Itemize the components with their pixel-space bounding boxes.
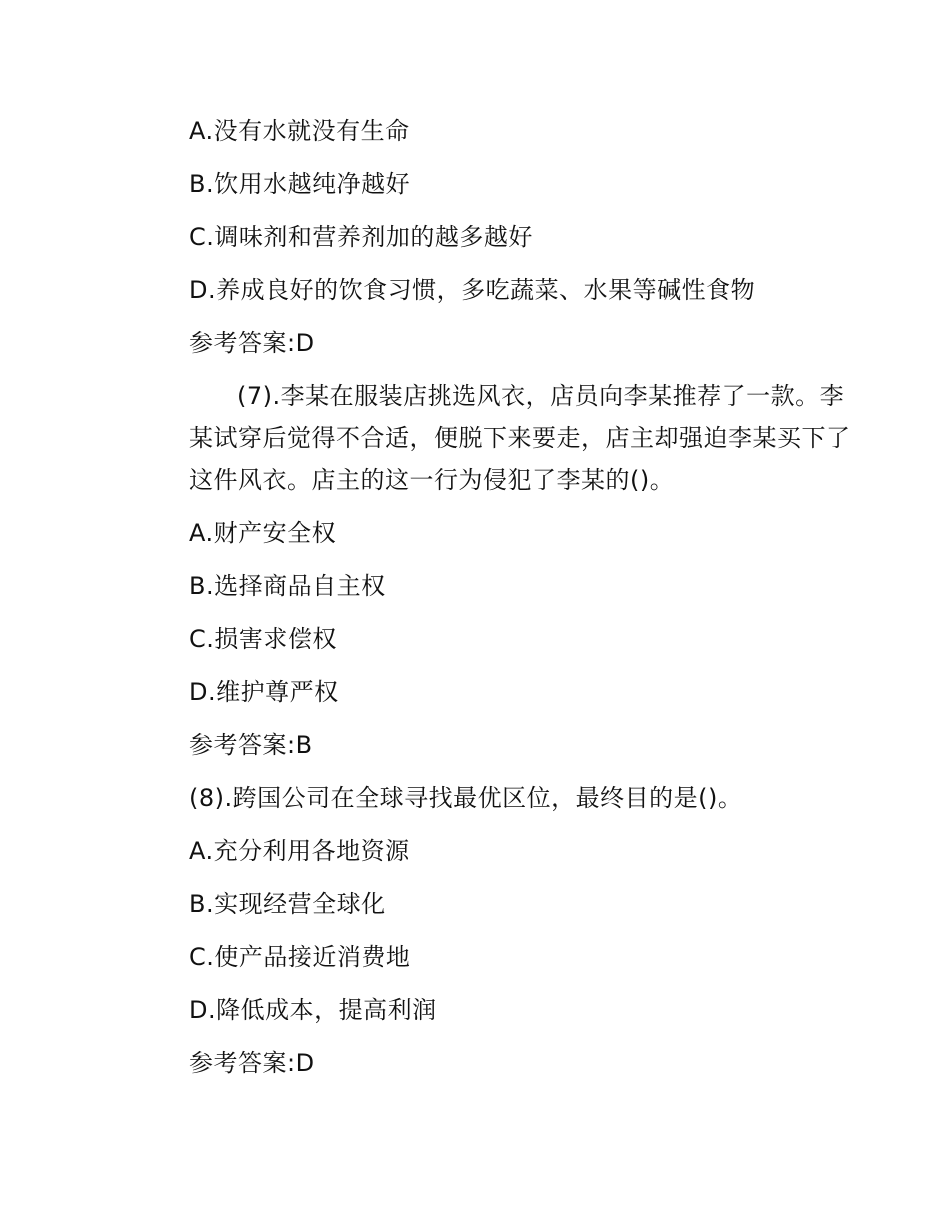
q7-answer: 参考答案:B bbox=[189, 731, 313, 759]
q8-option-c: C.使产品接近消费地 bbox=[189, 943, 411, 971]
q7-option-d: D.维护尊严权 bbox=[189, 678, 339, 706]
q8-option-a: A.充分利用各地资源 bbox=[189, 837, 410, 865]
q7-question bbox=[141, 375, 851, 501]
q8-question: (8).跨国公司在全球寻找最优区位，最终目的是()。 bbox=[189, 784, 743, 812]
q6-option-b: B.饮用水越纯净越好 bbox=[189, 170, 411, 198]
document-content bbox=[141, 110, 851, 1095]
q7-line-1: (7).李某在服装店挑选风衣，店员向李某推荐了一款。李 bbox=[237, 382, 845, 410]
q7-option-b: B.选择商品自主权 bbox=[189, 572, 386, 600]
q6-option-c: C.调味剂和营养剂加的越多越好 bbox=[189, 223, 533, 251]
q7-line-2: 某试穿后觉得不合适，便脱下来要走，店主却强迫李某买下了 bbox=[189, 424, 851, 452]
q8-option-d: D.降低成本，提高利润 bbox=[189, 996, 437, 1024]
q6-option-a: A.没有水就没有生命 bbox=[189, 117, 410, 145]
q8-answer: 参考答案:D bbox=[189, 1049, 315, 1077]
q6-answer: 参考答案:D bbox=[189, 329, 315, 357]
q7-line-3: 这件风衣。店主的这一行为侵犯了李某的()。 bbox=[189, 466, 675, 494]
q8-option-b: B.实现经营全球化 bbox=[189, 890, 386, 918]
q7-option-a: A.财产安全权 bbox=[189, 519, 337, 547]
q6-option-d: D.养成良好的饮食习惯，多吃蔬菜、水果等碱性食物 bbox=[189, 276, 756, 304]
q7-option-c: C.损害求偿权 bbox=[189, 625, 337, 653]
